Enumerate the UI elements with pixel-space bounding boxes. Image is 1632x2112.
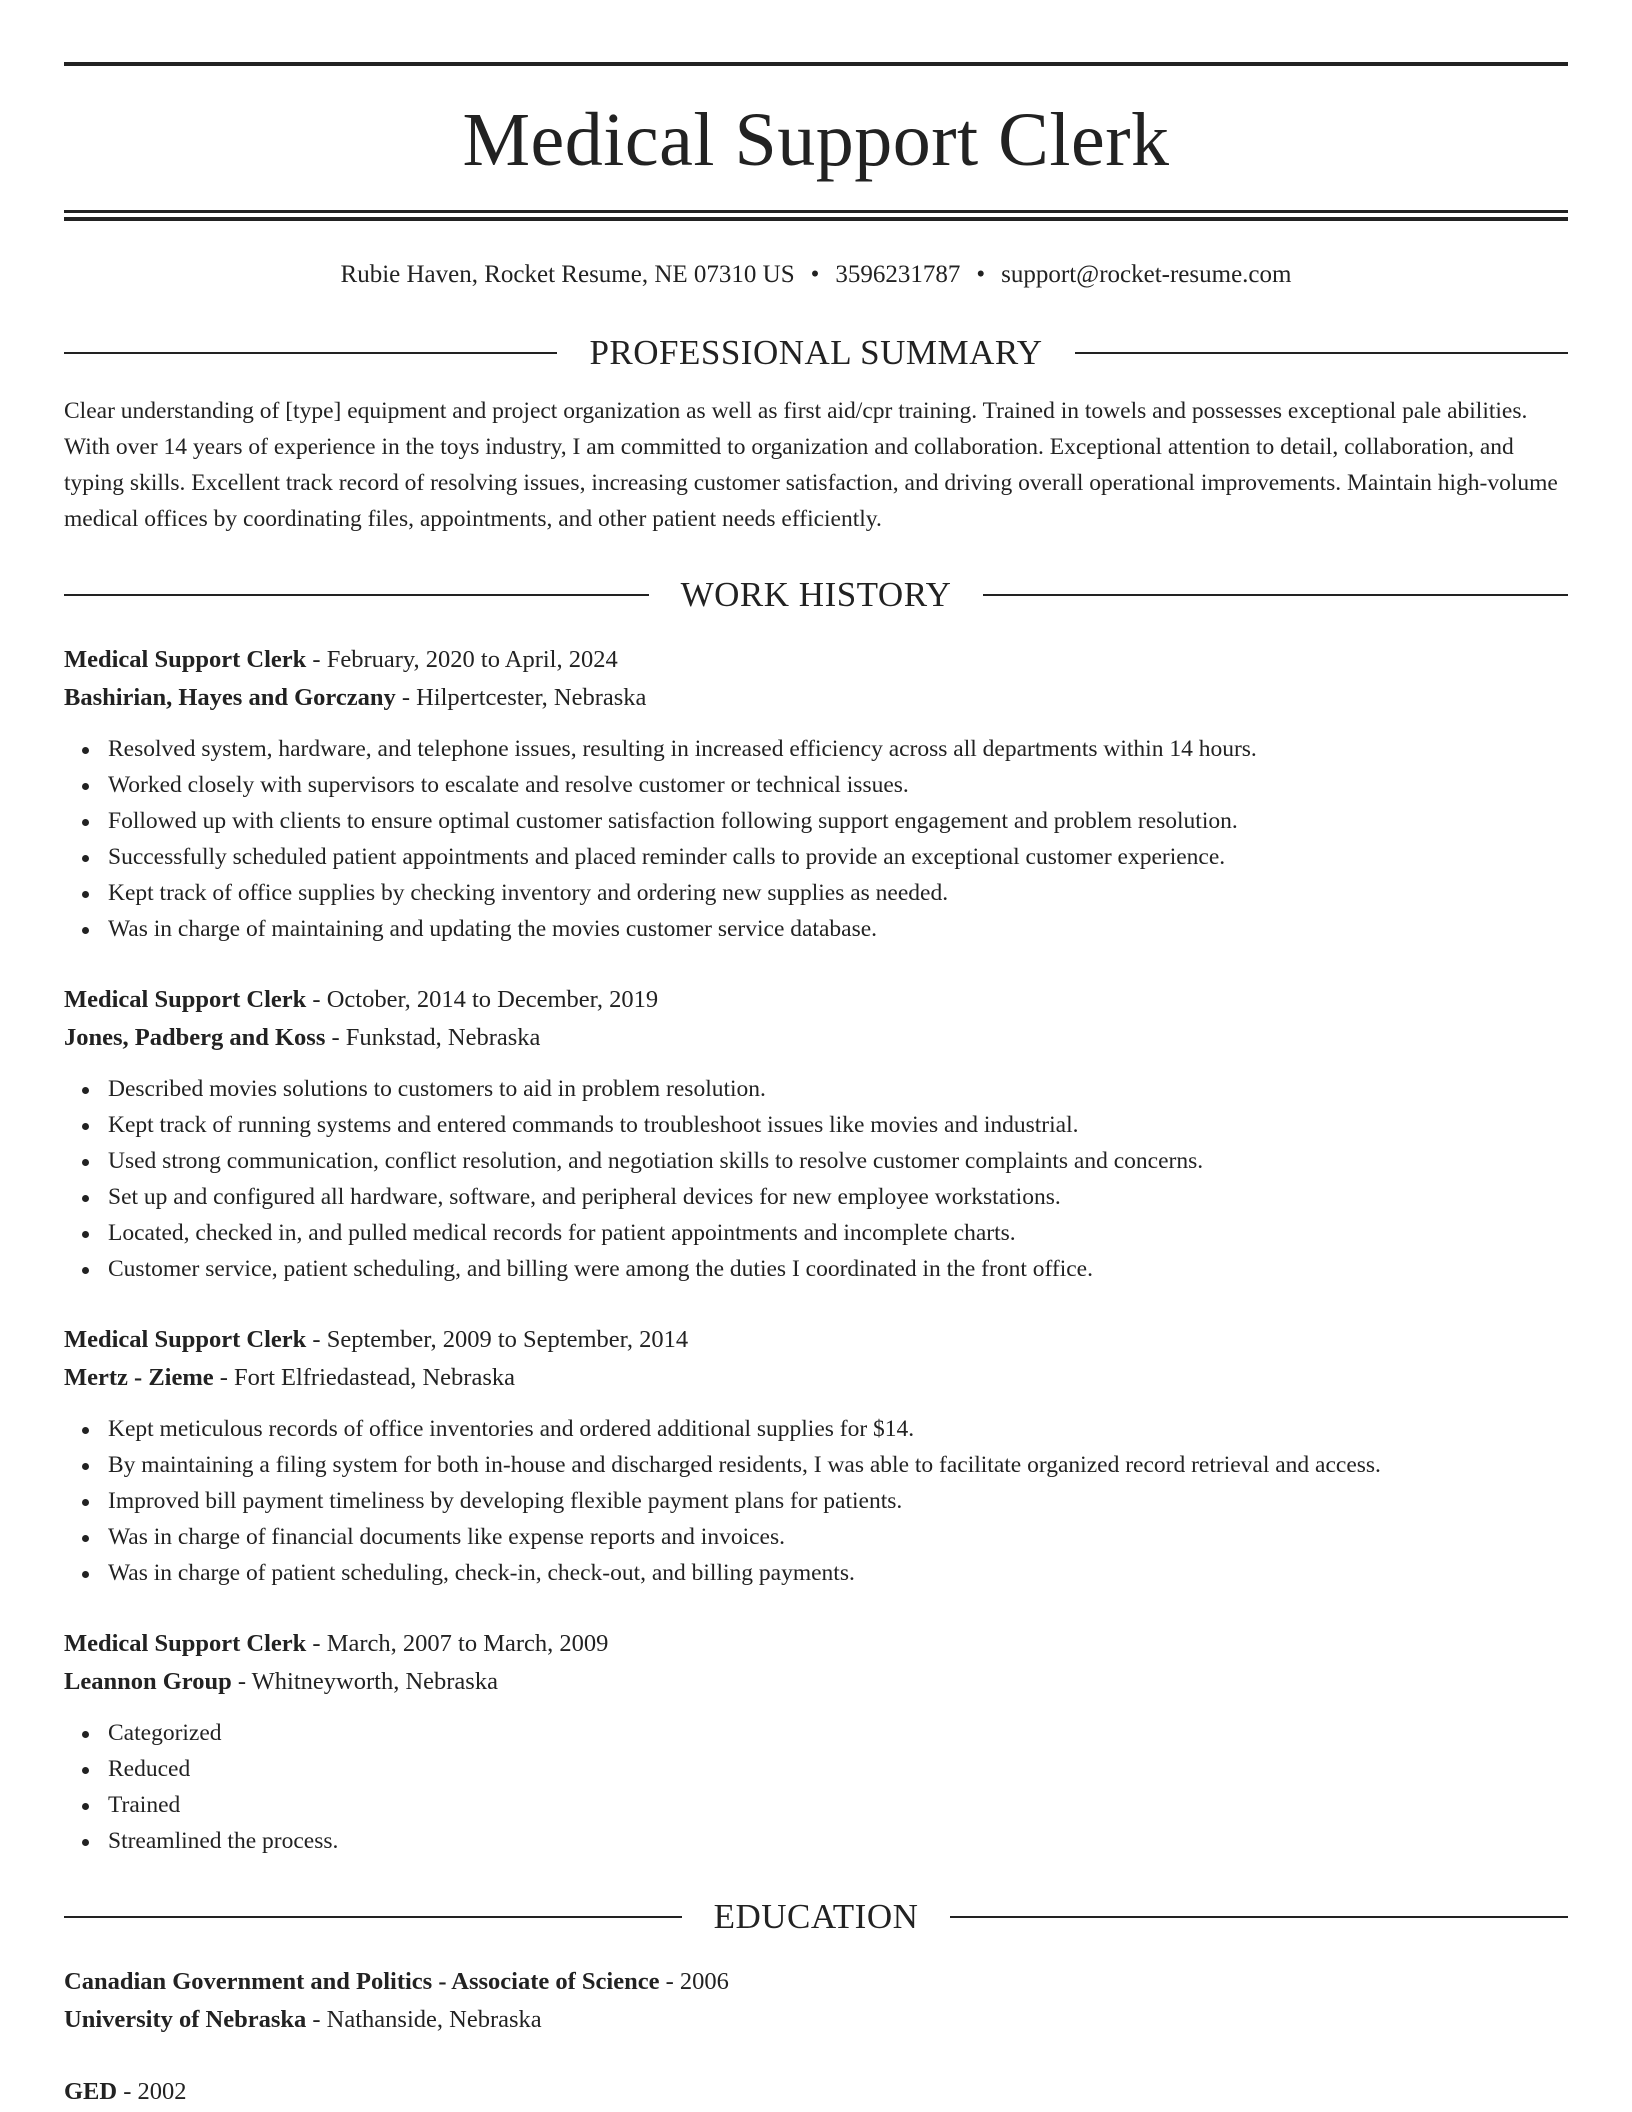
job-location: - Funkstad, Nebraska	[325, 1024, 541, 1051]
list-item: Described movies solutions to customers to aid in problem resolution.	[108, 1071, 1568, 1107]
heading-rule-right	[1075, 352, 1568, 354]
job-title-line	[64, 641, 1568, 679]
list-item: Was in charge of financial documents like expense reports and invoices.	[108, 1519, 1568, 1555]
section-heading-summary	[64, 333, 1568, 373]
job-dates: - February, 2020 to April, 2024	[306, 646, 618, 673]
job-role: Medical Support Clerk	[64, 1630, 307, 1657]
list-item: Kept track of office supplies by checking inventory and ordering new supplies as needed.	[108, 875, 1568, 911]
education-school-line	[64, 2001, 1568, 2039]
job-location: - Whitneyworth, Nebraska	[231, 1668, 498, 1695]
contact-address: Rubie Haven, Rocket Resume, NE 07310 US	[340, 261, 795, 288]
job-dates: - March, 2007 to March, 2009	[306, 1630, 609, 1657]
list-item: Worked closely with supervisors to escalate and resolve customer or technical issues.	[108, 767, 1568, 803]
contact-email: support@rocket-resume.com	[1001, 261, 1292, 288]
list-item: Customer service, patient scheduling, and billing were among the duties I coordinated in the front office.	[108, 1251, 1568, 1287]
education-location: - Nathanside, Nebraska	[306, 2006, 542, 2033]
education-entry	[64, 1963, 1568, 2039]
job-bullets	[64, 1071, 1568, 1287]
job-title-line	[64, 981, 1568, 1019]
list-item: Kept meticulous records of office inventories and ordered additional supplies for $14.	[108, 1411, 1568, 1447]
heading-rule-left	[64, 352, 557, 354]
job-dates: - September, 2009 to September, 2014	[306, 1326, 689, 1353]
page-title: Medical Support Clerk	[462, 98, 1170, 182]
education-entry	[64, 2073, 1568, 2111]
summary-text: Clear understanding of [type] equipment and project organization as well as first aid/cpr training. Trained in towels and possesses exceptional pale abilities. With over 14 years of experience in the toys industry, I am committed to organization and collaboration. Exceptional attention to detail, collaboration, and typing skills. Excellent track record of resolving issues, increasing customer satisfaction, and driving overall operational improvements. Maintain high-volume medical offices by coordinating files, appointments, and other patient needs efficiently.	[64, 398, 1558, 532]
job-dates: - October, 2014 to December, 2019	[306, 986, 659, 1013]
job-role: Medical Support Clerk	[64, 1326, 307, 1353]
list-item: By maintaining a filing system for both in-house and discharged residents, I was able to facilitate organized record retrieval and access.	[108, 1447, 1568, 1483]
education-degree: Canadian Government and Politics - Associate of Science	[64, 1968, 660, 1995]
education-year: - 2006	[659, 1968, 729, 1995]
list-item: Reduced	[108, 1751, 1568, 1787]
heading-rule-right	[950, 1916, 1568, 1918]
education-school: University of Nebraska	[64, 2006, 307, 2033]
heading-rule-left	[64, 1916, 682, 1918]
education-degree: GED	[64, 2078, 118, 2105]
list-item: Located, checked in, and pulled medical records for patient appointments and incomplete charts.	[108, 1215, 1568, 1251]
job-company-line	[64, 679, 1568, 717]
contact-separator: •	[976, 261, 986, 288]
section-title: EDUCATION	[713, 1897, 919, 1936]
job-role: Medical Support Clerk	[64, 646, 307, 673]
list-item: Improved bill payment timeliness by developing flexible payment plans for patients.	[108, 1483, 1568, 1519]
list-item: Successfully scheduled patient appointments and placed reminder calls to provide an exceptional customer experience.	[108, 839, 1568, 875]
job-location: - Hilpertcester, Nebraska	[395, 684, 647, 711]
title-double-rule	[64, 210, 1568, 221]
education-degree-line	[64, 2073, 1568, 2111]
job-company: Bashirian, Hayes and Gorczany	[64, 684, 396, 711]
list-item: Used strong communication, conflict resolution, and negotiation skills to resolve customer complaints and concerns.	[108, 1143, 1568, 1179]
list-item: Trained	[108, 1787, 1568, 1823]
list-item: Set up and configured all hardware, software, and peripheral devices for new employee workstations.	[108, 1179, 1568, 1215]
list-item: Was in charge of patient scheduling, check-in, check-out, and billing payments.	[108, 1555, 1568, 1591]
section-heading-work-history	[64, 575, 1568, 615]
section-title: PROFESSIONAL SUMMARY	[589, 333, 1043, 372]
heading-rule-right	[983, 594, 1568, 596]
job-company-line	[64, 1359, 1568, 1397]
job-bullets	[64, 731, 1568, 947]
heading-rule-left	[64, 594, 649, 596]
job-company: Jones, Padberg and Koss	[64, 1024, 326, 1051]
job-role: Medical Support Clerk	[64, 986, 307, 1013]
job-entry	[64, 641, 1568, 947]
job-bullets	[64, 1411, 1568, 1591]
list-item: Streamlined the process.	[108, 1823, 1568, 1859]
list-item: Resolved system, hardware, and telephone issues, resulting in increased efficiency across all departments within 14 hours.	[108, 731, 1568, 767]
job-location: - Fort Elfriedastead, Nebraska	[213, 1364, 515, 1391]
list-item: Was in charge of maintaining and updating the movies customer service database.	[108, 911, 1568, 947]
job-company: Mertz - Zieme	[64, 1364, 214, 1391]
top-rule	[64, 62, 1568, 66]
education-year: - 2002	[117, 2078, 187, 2105]
section-heading-education	[64, 1897, 1568, 1937]
section-title: WORK HISTORY	[680, 575, 952, 614]
education-degree-line	[64, 1963, 1568, 2001]
job-entry	[64, 981, 1568, 1287]
job-company-line	[64, 1019, 1568, 1057]
contact-separator: •	[810, 261, 820, 288]
contact-phone: 3596231787	[835, 261, 961, 288]
job-entry	[64, 1321, 1568, 1591]
job-title-line	[64, 1625, 1568, 1663]
contact-line	[64, 255, 1568, 295]
job-company: Leannon Group	[64, 1668, 232, 1695]
list-item: Followed up with clients to ensure optimal customer satisfaction following support engagement and problem resolution.	[108, 803, 1568, 839]
list-item: Categorized	[108, 1715, 1568, 1751]
job-entry	[64, 1625, 1568, 1859]
list-item: Kept track of running systems and entered commands to troubleshoot issues like movies and industrial.	[108, 1107, 1568, 1143]
job-company-line	[64, 1663, 1568, 1701]
job-bullets	[64, 1715, 1568, 1859]
job-title-line	[64, 1321, 1568, 1359]
